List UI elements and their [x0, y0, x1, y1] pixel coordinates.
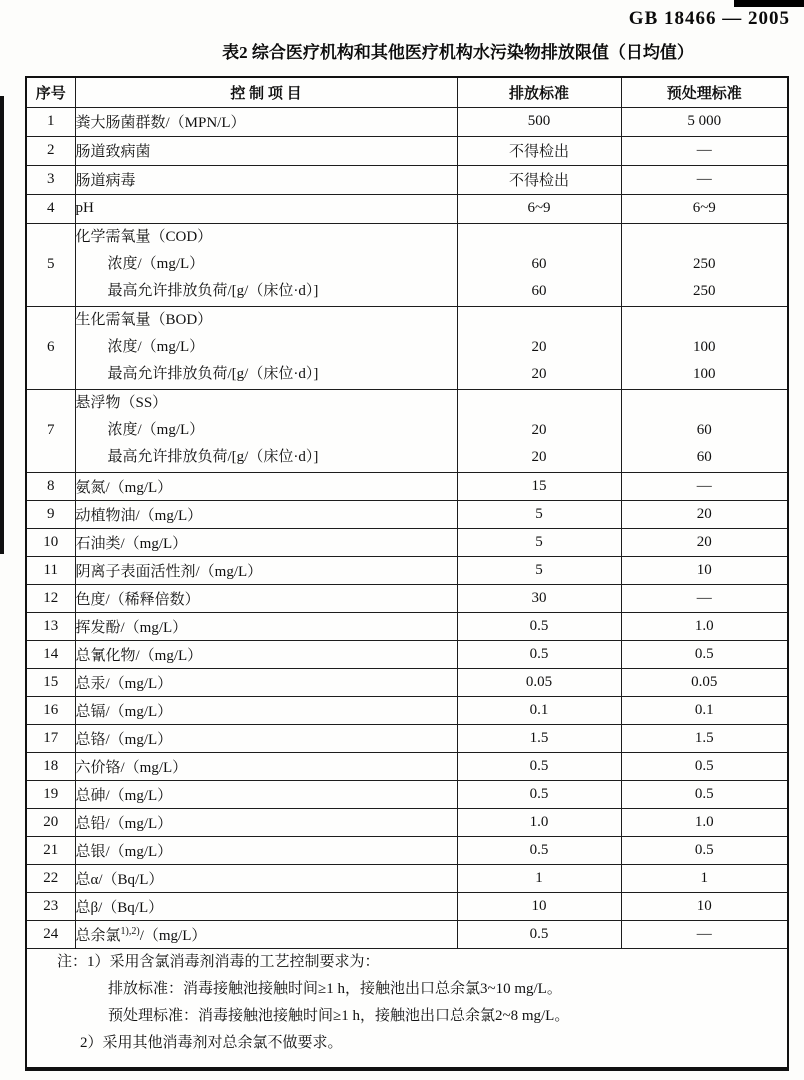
row-pretreatment-value: 0.5: [621, 836, 788, 864]
table-row: [26, 500, 788, 528]
row-pretreatment-value: 0.1: [621, 696, 788, 724]
row-no: 7: [26, 389, 75, 472]
table-body: [26, 107, 788, 948]
table-row-group: [26, 306, 788, 389]
row-discharge-line: 60: [531, 282, 547, 299]
table-row: [26, 724, 788, 752]
row-sub-item: 浓度/（mg/L）: [107, 255, 205, 272]
row-item: [75, 500, 457, 528]
row-discharge-value: 0.5: [457, 920, 621, 948]
row-no: 5: [26, 223, 75, 306]
row-item: [75, 612, 457, 640]
row-discharge-value: [457, 306, 621, 389]
row-pretreatment-line: 100: [693, 338, 716, 355]
row-pretreatment-value: 1: [621, 864, 788, 892]
row-item: [75, 752, 457, 780]
row-sub-item: 浓度/（mg/L）: [107, 338, 205, 355]
row-discharge-value: 5: [457, 528, 621, 556]
row-no: 14: [26, 640, 75, 668]
row-item-label: 粪大肠菌群数/（MPN/L）: [75, 115, 246, 131]
row-pretreatment-value: 20: [621, 500, 788, 528]
row-discharge-value: 0.05: [457, 668, 621, 696]
row-item: [75, 724, 457, 752]
row-item: [75, 808, 457, 836]
column-header-item: 控 制 项 目: [75, 77, 457, 107]
row-discharge-line: 20: [531, 365, 547, 382]
note-line: 预处理标准：消毒接触池接触时间≥1 h，接触池出口总余氯2~8 mg/L。: [108, 1007, 570, 1024]
row-item: [75, 864, 457, 892]
row-no: 19: [26, 780, 75, 808]
table-row: [26, 808, 788, 836]
row-item-label: 肠道致病菌: [75, 144, 151, 160]
table-row: [26, 612, 788, 640]
row-item-label: 总汞/（mg/L）: [75, 675, 173, 692]
row-pretreatment-value: —: [621, 584, 788, 612]
row-item-tail: /（mg/L）: [139, 927, 207, 944]
table-row: [26, 584, 788, 612]
row-sub-item: 浓度/（mg/L）: [107, 421, 205, 438]
table-row: [26, 472, 788, 500]
table-row: [26, 864, 788, 892]
row-item: [75, 892, 457, 920]
row-item-label: 挥发酚/（mg/L）: [75, 619, 188, 636]
row-no: 16: [26, 696, 75, 724]
row-pretreatment-value: 1.5: [621, 724, 788, 752]
row-pretreatment-value: —: [621, 136, 788, 165]
row-item: [75, 556, 457, 584]
table-header-row: [26, 77, 788, 107]
row-pretreatment-line: 250: [693, 255, 716, 272]
row-sub-item: 最高允许排放负荷/[g/（床位·d）]: [107, 448, 319, 465]
row-pretreatment-line: 250: [693, 282, 716, 299]
row-item: [75, 194, 457, 223]
row-no: 9: [26, 500, 75, 528]
row-discharge-line: 20: [531, 448, 547, 465]
row-item: [75, 389, 457, 472]
standards-table: [25, 76, 789, 1071]
row-item-label: 动植物油/（mg/L）: [75, 507, 203, 524]
row-discharge-value: 500: [457, 107, 621, 136]
row-pretreatment-value: —: [621, 472, 788, 500]
row-no: 11: [26, 556, 75, 584]
row-discharge-value: 5: [457, 556, 621, 584]
row-pretreatment-value: 0.05: [621, 668, 788, 696]
row-discharge-line: 20: [531, 421, 547, 438]
row-no: 13: [26, 612, 75, 640]
row-no: 12: [26, 584, 75, 612]
row-group-title: 悬浮物（SS）: [75, 394, 168, 411]
row-group-title: 生化需氧量（BOD）: [75, 311, 213, 328]
row-item: [75, 584, 457, 612]
row-no: 8: [26, 472, 75, 500]
scan-artifact-bar: [734, 0, 804, 7]
row-discharge-line: 60: [531, 255, 547, 272]
table-row: [26, 640, 788, 668]
row-discharge-value: [457, 389, 621, 472]
table-row: [26, 892, 788, 920]
row-item: [75, 640, 457, 668]
row-no: 24: [26, 920, 75, 948]
row-item: [75, 528, 457, 556]
row-no: 2: [26, 136, 75, 165]
column-header-discharge: 排放标准: [457, 77, 621, 107]
row-item-label: pH: [75, 200, 94, 216]
row-discharge-value: 10: [457, 892, 621, 920]
row-item: [75, 472, 457, 500]
row-pretreatment-value: 20: [621, 528, 788, 556]
table-row: [26, 165, 788, 194]
row-item-label: 总α/（Bq/L）: [75, 871, 164, 888]
row-pretreatment-value: [621, 389, 788, 472]
row-item-label: 氨氮/（mg/L）: [75, 479, 173, 496]
row-discharge-value: 5: [457, 500, 621, 528]
table-row: [26, 752, 788, 780]
row-item: [75, 136, 457, 165]
row-pretreatment-value: —: [621, 165, 788, 194]
row-pretreatment-value: 0.5: [621, 752, 788, 780]
row-no: 18: [26, 752, 75, 780]
row-discharge-value: 15: [457, 472, 621, 500]
row-item-label: 肠道病毒: [75, 173, 136, 189]
row-item-label: 总银/（mg/L）: [75, 843, 173, 860]
row-discharge-value: 不得检出: [457, 136, 621, 165]
row-item-label: 总镉/（mg/L）: [75, 703, 173, 720]
row-item: [75, 780, 457, 808]
row-discharge-value: 30: [457, 584, 621, 612]
row-no: 17: [26, 724, 75, 752]
table-row: [26, 194, 788, 223]
row-discharge-value: 1.5: [457, 724, 621, 752]
row-discharge-value: 0.5: [457, 640, 621, 668]
row-item-label: 总铬/（mg/L）: [75, 731, 173, 748]
row-pretreatment-value: 0.5: [621, 640, 788, 668]
table-row: [26, 136, 788, 165]
row-no: 4: [26, 194, 75, 223]
row-item-label: 总铅/（mg/L）: [75, 815, 173, 832]
row-item: [75, 696, 457, 724]
row-no: 10: [26, 528, 75, 556]
table-row: [26, 668, 788, 696]
row-discharge-line: 20: [531, 338, 547, 355]
table-row: [26, 920, 788, 948]
row-pretreatment-value: 10: [621, 556, 788, 584]
row-no: 20: [26, 808, 75, 836]
row-pretreatment-line: 60: [696, 421, 712, 438]
row-item: [75, 668, 457, 696]
table-row: [26, 107, 788, 136]
table-row: [26, 780, 788, 808]
row-discharge-value: 0.5: [457, 780, 621, 808]
row-item-label: 石油类/（mg/L）: [75, 535, 188, 552]
standard-number: GB 18466 — 2005: [628, 8, 790, 29]
row-pretreatment-value: [621, 306, 788, 389]
row-pretreatment-value: 1.0: [621, 612, 788, 640]
table-notes: [26, 948, 788, 1069]
table-row: [26, 528, 788, 556]
row-discharge-value: 1.0: [457, 808, 621, 836]
table-row-group: [26, 389, 788, 472]
row-no: 3: [26, 165, 75, 194]
row-item-label: 色度/（稀释倍数）: [75, 591, 200, 608]
row-pretreatment-value: 10: [621, 892, 788, 920]
row-pretreatment-value: 1.0: [621, 808, 788, 836]
scan-artifact-left-bar: [0, 96, 4, 554]
row-no: 15: [26, 668, 75, 696]
row-pretreatment-value: —: [621, 920, 788, 948]
row-item-superscript: 1),2): [120, 925, 140, 937]
row-discharge-value: 0.5: [457, 752, 621, 780]
row-sub-item: 最高允许排放负荷/[g/（床位·d）]: [107, 365, 319, 382]
row-pretreatment-value: 0.5: [621, 780, 788, 808]
row-item: [75, 306, 457, 389]
row-group-title: 化学需氧量（COD）: [75, 228, 213, 245]
row-discharge-value: 6~9: [457, 194, 621, 223]
table-title: 表2 综合医疗机构和其他医疗机构水污染物排放限值（日均值）: [222, 43, 694, 62]
table-row-group: [26, 223, 788, 306]
row-discharge-value: [457, 223, 621, 306]
row-pretreatment-value: 5 000: [621, 107, 788, 136]
row-discharge-value: 0.5: [457, 836, 621, 864]
row-item-label: 六价铬/（mg/L）: [75, 759, 188, 776]
row-item: [75, 920, 457, 948]
row-discharge-value: 0.5: [457, 612, 621, 640]
row-item-label: 总β/（Bq/L）: [75, 899, 164, 916]
row-item-label: 总氰化物/（mg/L）: [75, 647, 203, 664]
row-item: [75, 107, 457, 136]
row-discharge-value: 1: [457, 864, 621, 892]
row-no: 21: [26, 836, 75, 864]
row-no: 1: [26, 107, 75, 136]
table-notes-row: [26, 948, 788, 1069]
row-discharge-value: 0.1: [457, 696, 621, 724]
row-pretreatment-line: 60: [696, 448, 712, 465]
row-pretreatment-value: [621, 223, 788, 306]
row-no: 6: [26, 306, 75, 389]
table-row: [26, 556, 788, 584]
row-item-label: 总余氯: [75, 927, 121, 944]
note-line: 排放标准：消毒接触池接触时间≥1 h，接触池出口总余氯3~10 mg/L。: [108, 980, 562, 997]
row-item: [75, 165, 457, 194]
table-row: [26, 836, 788, 864]
table-row: [26, 696, 788, 724]
row-item-label: 阴离子表面活性剂/（mg/L）: [75, 563, 263, 580]
row-no: 22: [26, 864, 75, 892]
note-line: 注：1）采用含氯消毒剂消毒的工艺控制要求为：: [57, 953, 380, 970]
column-header-no: 序号: [26, 77, 75, 107]
row-sub-item: 最高允许排放负荷/[g/（床位·d）]: [107, 282, 319, 299]
row-no: 23: [26, 892, 75, 920]
column-header-pretreatment: 预处理标准: [621, 77, 788, 107]
row-item: [75, 223, 457, 306]
row-pretreatment-value: 6~9: [621, 194, 788, 223]
row-item-label: 总砷/（mg/L）: [75, 787, 173, 804]
row-item: [75, 836, 457, 864]
row-discharge-value: 不得检出: [457, 165, 621, 194]
note-line: 2）采用其他消毒剂对总余氯不做要求。: [80, 1034, 343, 1051]
row-pretreatment-line: 100: [693, 365, 716, 382]
